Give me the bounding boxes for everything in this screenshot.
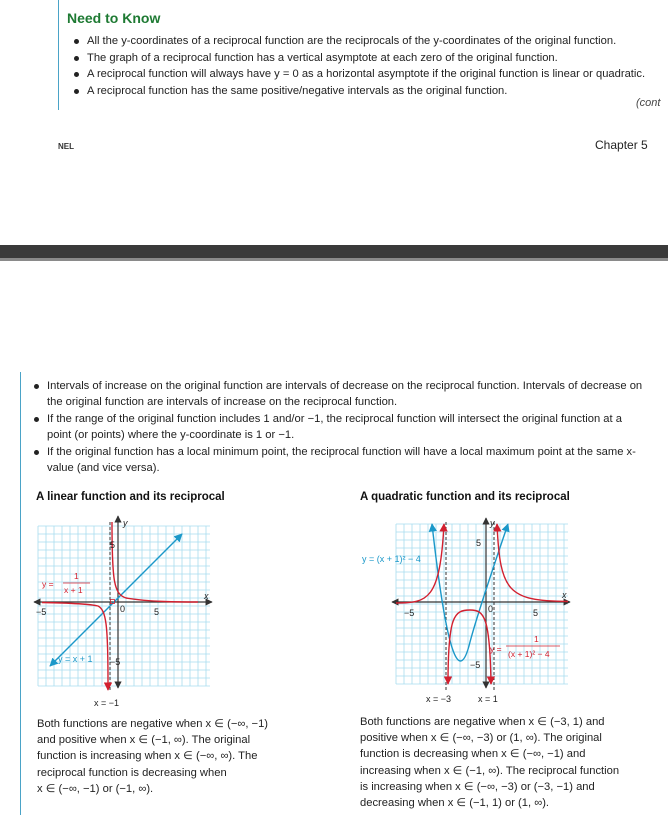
- description-line: Both functions are negative when x ∈ (−∞, −1): [37, 718, 269, 730]
- asymptote-label: x = −1: [94, 698, 120, 708]
- reciprocal-label-den: (x + 1)² − 4: [508, 649, 550, 659]
- x-axis-label: x: [204, 591, 209, 601]
- description-line: and positive when x ∈ (−1, ∞). The original: [37, 734, 251, 747]
- description-line: decreasing when x ∈ (−1, 1) or (1, ∞).: [360, 797, 550, 810]
- asymptote-label-1: x = 1: [478, 694, 498, 704]
- line-label: y = x + 1: [58, 654, 93, 664]
- y-tick-neg5: −5: [470, 660, 481, 670]
- left-description: [37, 716, 268, 797]
- reciprocal-label-den: x + 1: [64, 585, 83, 595]
- list-item: If the original function has a local minimum point, the reciprocal function will have a local maximum point at the same x-value (and vice versa).: [27, 444, 647, 476]
- reciprocal-branch-middle: [448, 610, 491, 684]
- publisher-footer: NEL: [58, 142, 74, 151]
- list-item: A reciprocal function will always have y = 0 as a horizontal asymptote if the original function is linear or quadratic.: [65, 66, 645, 83]
- description-line: function is increasing when x ∈ (−∞, ∞). The: [37, 750, 258, 763]
- description-line: x ∈ (−∞, −1) or (−1, ∞).: [37, 782, 154, 795]
- quadratic-reciprocal-graph: [358, 512, 598, 710]
- x-axis-label: x: [562, 590, 567, 600]
- origin-label: 0: [120, 604, 126, 614]
- right-description: [360, 714, 619, 811]
- need-to-know-list: [65, 33, 645, 99]
- reciprocal-label-y: y =: [490, 644, 502, 654]
- reciprocal-label-num: 1: [74, 571, 79, 581]
- y-tick-neg5: −5: [110, 657, 121, 667]
- description-line: reciprocal function is decreasing when: [37, 766, 227, 779]
- need-to-know-box: [58, 0, 668, 110]
- reciprocal-label-y: y =: [42, 579, 54, 589]
- y-tick-5: 5: [476, 538, 482, 548]
- description-line: is increasing when x ∈ (−∞, −3) or (−3, −1) and: [360, 780, 595, 793]
- left-graph-title: A linear function and its reciprocal: [36, 491, 225, 503]
- list-item: A reciprocal function has the same positive/negative intervals as the original function.: [65, 83, 645, 100]
- list-item: All the y-coordinates of a reciprocal function are the reciprocals of the y-coordinates of the original function.: [65, 33, 645, 50]
- chapter-footer: Chapter 5: [595, 138, 648, 152]
- y-tick-5: 5: [110, 540, 116, 550]
- y-axis-label: y: [490, 518, 495, 528]
- description-line: positive when x ∈ (−∞, −3) or (1, ∞). The original: [360, 732, 602, 745]
- description-line: increasing when x ∈ (−1, ∞). The reciprocal function: [360, 764, 620, 777]
- asymptote-label-neg3: x = −3: [426, 694, 452, 704]
- x-tick-5: 5: [533, 608, 539, 618]
- top-page: [0, 0, 668, 245]
- list-item: Intervals of increase on the original function are intervals of decrease on the reciprocal function. Intervals of decrease on the original function are intervals of increase on the reciprocal function.: [27, 378, 647, 410]
- page-separator-shadow: [0, 258, 668, 261]
- right-graph-title: A quadratic function and its reciprocal: [360, 491, 570, 503]
- x-tick-neg5: −5: [404, 608, 415, 618]
- continued-list: [27, 378, 647, 477]
- description-line: function is decreasing when x ∈ (−∞, −1) and: [360, 748, 586, 761]
- parabola-label: y = (x + 1)² − 4: [362, 554, 421, 564]
- origin-label: 0: [488, 604, 494, 614]
- x-tick-neg5: −5: [36, 607, 47, 617]
- linear-reciprocal-graph: [30, 512, 220, 710]
- x-tick-5: 5: [154, 607, 160, 617]
- list-item: If the range of the original function includes 1 and/or −1, the reciprocal function will intersect the original function at a point (or points) where the y-coordinate is 1 or −1.: [27, 411, 647, 443]
- need-to-know-heading: Need to Know: [67, 10, 161, 26]
- description-line: Both functions are negative when x ∈ (−3, 1) and: [360, 716, 605, 728]
- list-item: The graph of a reciprocal function has a vertical asymptote at each zero of the original function.: [65, 50, 645, 67]
- parabola: [432, 524, 508, 661]
- page-separator: [0, 245, 668, 258]
- reciprocal-label-num: 1: [534, 634, 539, 644]
- y-axis-label: y: [123, 518, 128, 528]
- continued-label: (cont: [636, 97, 661, 109]
